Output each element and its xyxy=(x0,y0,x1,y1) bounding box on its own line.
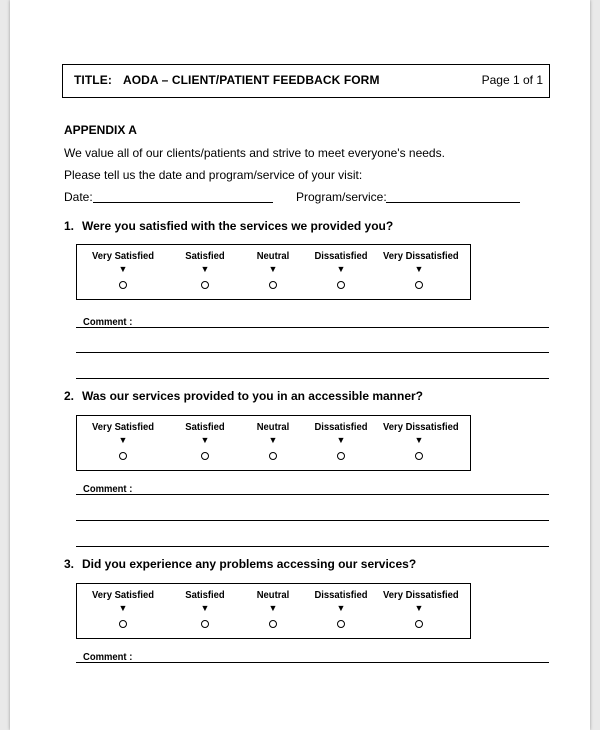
question-text: Were you satisfied with the services we provided you? xyxy=(82,219,394,233)
down-arrow-icon: ▼ xyxy=(118,264,128,274)
radio-very-satisfied[interactable] xyxy=(119,281,127,289)
comment-line[interactable] xyxy=(76,494,549,495)
comment-label: Comment : xyxy=(83,483,133,495)
intro-text: We value all of our clients/patients and strive to meet everyone's needs. xyxy=(64,146,445,160)
radio-very-satisfied[interactable] xyxy=(119,620,127,628)
question-2 xyxy=(64,389,423,403)
radio-satisfied[interactable] xyxy=(201,281,209,289)
rating-scale-1 xyxy=(76,244,471,300)
radio-neutral[interactable] xyxy=(269,452,277,460)
option-label: Very Dissatisfied xyxy=(383,589,459,601)
down-arrow-icon: ▼ xyxy=(200,435,210,445)
option-label: Dissatisfied xyxy=(314,421,368,433)
title-label: TITLE: xyxy=(74,73,112,87)
appendix-heading: APPENDIX A xyxy=(64,123,137,137)
visit-info-row xyxy=(64,190,544,206)
down-arrow-icon: ▼ xyxy=(118,435,128,445)
option-label: Dissatisfied xyxy=(314,589,368,601)
option-very-dissatisfied xyxy=(379,416,459,470)
page-number: Page 1 of 1 xyxy=(481,73,543,87)
option-very-satisfied xyxy=(83,245,163,299)
down-arrow-icon: ▼ xyxy=(200,603,210,613)
question-1 xyxy=(64,219,393,233)
down-arrow-icon: ▼ xyxy=(118,603,128,613)
rating-scale-2 xyxy=(76,415,471,471)
down-arrow-icon: ▼ xyxy=(414,264,424,274)
radio-dissatisfied[interactable] xyxy=(337,452,345,460)
option-dissatisfied xyxy=(301,584,381,638)
comment-line[interactable] xyxy=(76,662,549,663)
option-label: Neutral xyxy=(256,589,290,601)
option-very-dissatisfied xyxy=(379,584,459,638)
comment-line[interactable] xyxy=(76,327,549,328)
comment-label: Comment : xyxy=(83,316,133,328)
option-dissatisfied xyxy=(301,245,381,299)
radio-satisfied[interactable] xyxy=(201,452,209,460)
option-label: Very Satisfied xyxy=(92,421,154,433)
down-arrow-icon: ▼ xyxy=(268,264,278,274)
option-very-dissatisfied xyxy=(379,245,459,299)
down-arrow-icon: ▼ xyxy=(414,603,424,613)
option-label: Satisfied xyxy=(185,589,225,601)
radio-very-dissatisfied[interactable] xyxy=(415,452,423,460)
option-label: Very Satisfied xyxy=(92,250,154,262)
date-label: Date: xyxy=(64,190,93,204)
radio-neutral[interactable] xyxy=(269,281,277,289)
program-field[interactable] xyxy=(386,202,520,203)
option-label: Very Dissatisfied xyxy=(383,250,459,262)
question-number: 3. xyxy=(64,557,75,571)
title-box xyxy=(62,64,550,98)
program-label: Program/service: xyxy=(296,190,387,204)
option-label: Neutral xyxy=(256,421,290,433)
radio-very-dissatisfied[interactable] xyxy=(415,281,423,289)
option-very-satisfied xyxy=(83,584,163,638)
comment-label: Comment : xyxy=(83,651,133,663)
option-label: Neutral xyxy=(256,250,290,262)
option-label: Dissatisfied xyxy=(314,250,368,262)
radio-satisfied[interactable] xyxy=(201,620,209,628)
option-dissatisfied xyxy=(301,416,381,470)
down-arrow-icon: ▼ xyxy=(336,435,346,445)
option-label: Very Dissatisfied xyxy=(383,421,459,433)
comment-line[interactable] xyxy=(76,378,549,379)
down-arrow-icon: ▼ xyxy=(268,603,278,613)
down-arrow-icon: ▼ xyxy=(336,264,346,274)
option-label: Very Satisfied xyxy=(92,589,154,601)
comment-line[interactable] xyxy=(76,352,549,353)
intro-instruction: Please tell us the date and program/service of your visit: xyxy=(64,168,363,182)
radio-very-satisfied[interactable] xyxy=(119,452,127,460)
down-arrow-icon: ▼ xyxy=(414,435,424,445)
form-page xyxy=(10,0,590,730)
option-label: Satisfied xyxy=(185,421,225,433)
down-arrow-icon: ▼ xyxy=(200,264,210,274)
comment-line[interactable] xyxy=(76,546,549,547)
radio-dissatisfied[interactable] xyxy=(337,620,345,628)
rating-scale-3 xyxy=(76,583,471,639)
question-text: Did you experience any problems accessing our services? xyxy=(82,557,417,571)
down-arrow-icon: ▼ xyxy=(268,435,278,445)
down-arrow-icon: ▼ xyxy=(336,603,346,613)
option-label: Satisfied xyxy=(185,250,225,262)
title-value: AODA – CLIENT/PATIENT FEEDBACK FORM xyxy=(122,73,380,87)
question-3 xyxy=(64,557,416,571)
option-very-satisfied xyxy=(83,416,163,470)
radio-neutral[interactable] xyxy=(269,620,277,628)
radio-dissatisfied[interactable] xyxy=(337,281,345,289)
question-number: 1. xyxy=(64,219,75,233)
question-number: 2. xyxy=(64,389,75,403)
radio-very-dissatisfied[interactable] xyxy=(415,620,423,628)
question-text: Was our services provided to you in an accessible manner? xyxy=(82,389,424,403)
date-field[interactable] xyxy=(93,202,273,203)
comment-line[interactable] xyxy=(76,520,549,521)
form-title xyxy=(74,73,380,87)
